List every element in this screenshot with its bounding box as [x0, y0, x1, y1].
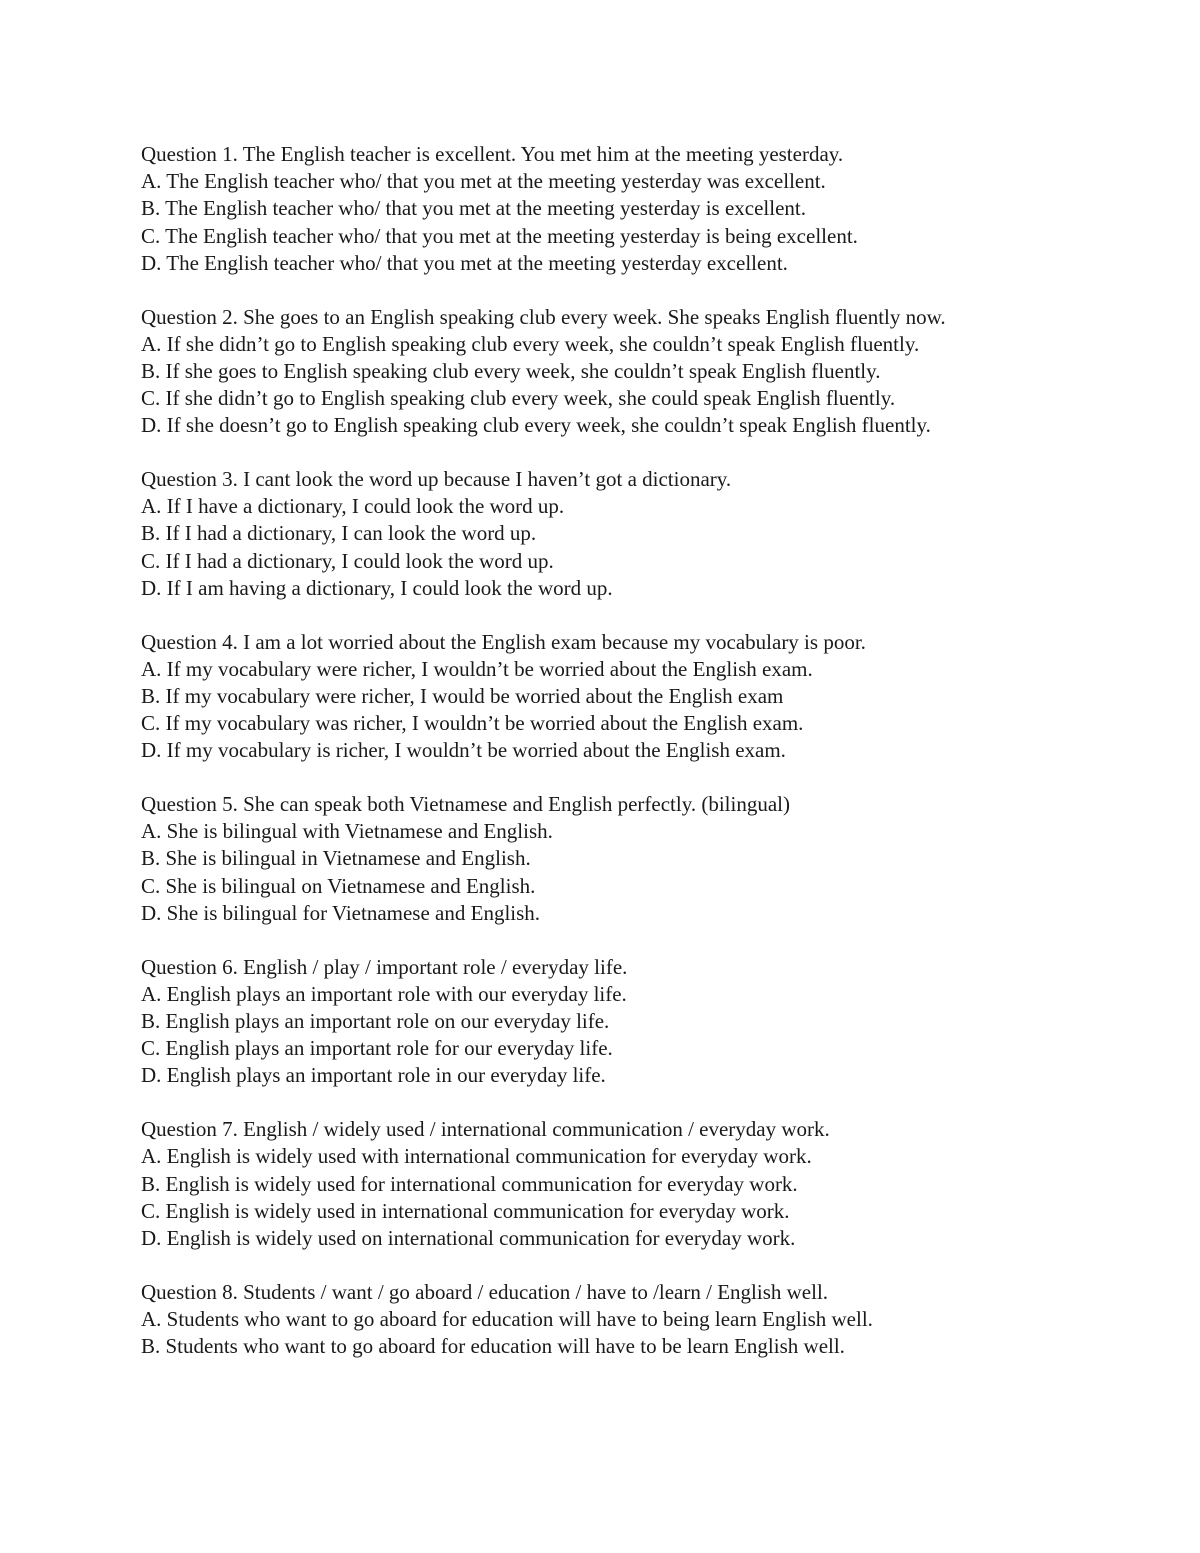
- option-a: A. The English teacher who/ that you met at the meeting yesterday was excellent.: [141, 169, 826, 194]
- option-c: C. If I had a dictionary, I could look the word up.: [141, 548, 554, 573]
- question-6: [141, 954, 1141, 1090]
- question-3: [141, 466, 1141, 602]
- option-c: C. If my vocabulary was richer, I wouldn’t be worried about the English exam.: [141, 711, 804, 736]
- option-d: D. If I am having a dictionary, I could look the word up.: [141, 575, 613, 600]
- question-4: [141, 629, 1141, 765]
- option-b: B. If she goes to English speaking club every week, she couldn’t speak English fluently.: [141, 358, 881, 383]
- question-8: [141, 1279, 1141, 1361]
- option-b: B. If my vocabulary were richer, I would be worried about the English exam: [141, 683, 784, 708]
- option-d: D. English plays an important role in our everyday life.: [141, 1063, 606, 1088]
- option-d: D. She is bilingual for Vietnamese and English.: [141, 900, 541, 925]
- option-b: B. If I had a dictionary, I can look the word up.: [141, 521, 537, 546]
- option-d: D. If she doesn’t go to English speaking club every week, she couldn’t speak English fluently.: [141, 413, 931, 438]
- option-c: C. English is widely used in international communication for everyday work.: [141, 1198, 790, 1223]
- question-prompt: Question 2. She goes to an English speaking club every week. She speaks English fluently now.: [141, 304, 946, 329]
- question-prompt: Question 6. English / play / important role / everyday life.: [141, 954, 628, 979]
- option-d: D. The English teacher who/ that you met at the meeting yesterday excellent.: [141, 250, 788, 275]
- question-1: [141, 141, 1141, 277]
- question-prompt: Question 8. Students / want / go aboard / education / have to /learn / English well.: [141, 1279, 829, 1304]
- question-prompt: Question 7. English / widely used / international communication / everyday work.: [141, 1117, 830, 1142]
- worksheet-page: [141, 141, 1141, 1387]
- option-b: B. She is bilingual in Vietnamese and English.: [141, 846, 531, 871]
- question-prompt: Question 1. The English teacher is excellent. You met him at the meeting yesterday.: [141, 142, 844, 166]
- option-d: D. If my vocabulary is richer, I wouldn’t be worried about the English exam.: [141, 738, 786, 763]
- option-c: C. If she didn’t go to English speaking club every week, she could speak English fluently.: [141, 386, 896, 411]
- option-a: A. If my vocabulary were richer, I wouldn’t be worried about the English exam.: [141, 656, 813, 681]
- option-a: A. Students who want to go aboard for education will have to being learn English well.: [141, 1306, 873, 1331]
- option-b: B. Students who want to go aboard for education will have to be learn English well.: [141, 1334, 845, 1359]
- option-a: A. She is bilingual with Vietnamese and English.: [141, 819, 553, 844]
- question-2: [141, 304, 1141, 440]
- option-d: D. English is widely used on international communication for everyday work.: [141, 1225, 796, 1250]
- question-5: [141, 791, 1141, 927]
- option-c: C. English plays an important role for our everyday life.: [141, 1036, 613, 1061]
- question-prompt: Question 3. I cant look the word up because I haven’t got a dictionary.: [141, 467, 732, 492]
- option-b: B. The English teacher who/ that you met at the meeting yesterday is excellent.: [141, 196, 806, 221]
- option-b: B. English is widely used for international communication for everyday work.: [141, 1171, 798, 1196]
- option-a: A. English is widely used with international communication for everyday work.: [141, 1144, 812, 1169]
- option-a: A. If she didn’t go to English speaking club every week, she couldn’t speak English fluently.: [141, 331, 920, 356]
- option-c: C. She is bilingual on Vietnamese and English.: [141, 873, 536, 898]
- option-c: C. The English teacher who/ that you met at the meeting yesterday is being excellent.: [141, 223, 858, 248]
- question-prompt: Question 4. I am a lot worried about the English exam because my vocabulary is poor.: [141, 629, 866, 654]
- option-b: B. English plays an important role on our everyday life.: [141, 1008, 610, 1033]
- option-a: A. If I have a dictionary, I could look the word up.: [141, 494, 565, 519]
- question-prompt: Question 5. She can speak both Vietnamese and English perfectly. (bilingual): [141, 792, 790, 817]
- option-a: A. English plays an important role with our everyday life.: [141, 981, 627, 1006]
- question-7: [141, 1116, 1141, 1252]
